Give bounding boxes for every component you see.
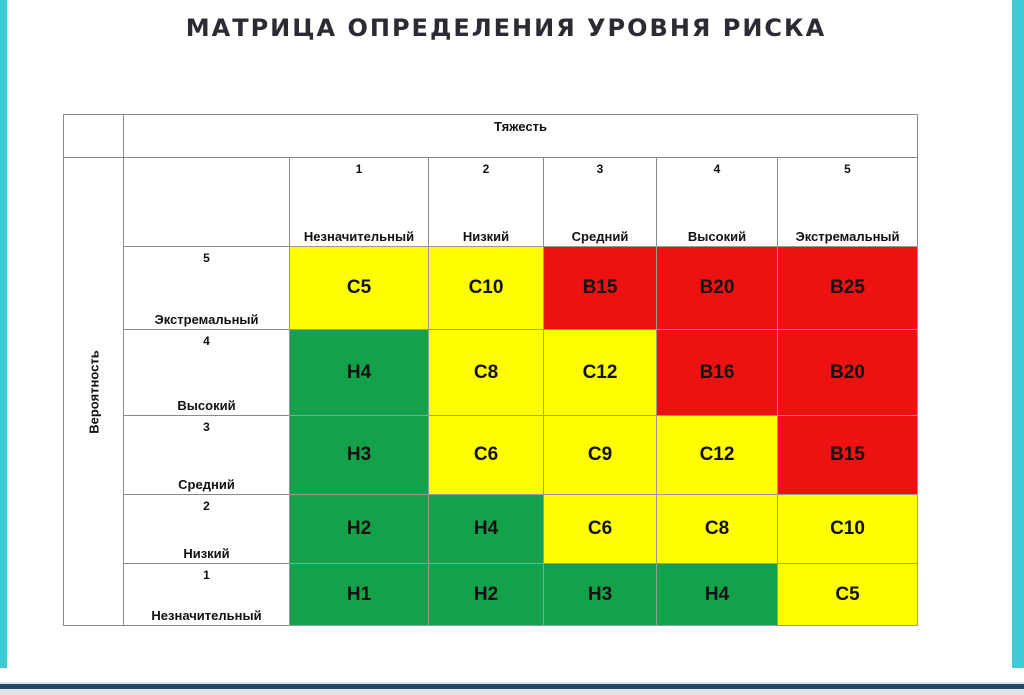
risk-cell: Н1: [289, 563, 429, 626]
severity-level-3: [543, 157, 657, 247]
risk-cell: В20: [656, 246, 778, 330]
risk-cell: В16: [656, 329, 778, 416]
severity-level-2: [428, 157, 544, 247]
risk-cell: С10: [428, 246, 544, 330]
risk-cell: С5: [289, 246, 429, 330]
risk-cell: Н4: [289, 329, 429, 416]
probability-level-3: [123, 415, 290, 495]
severity-level-5: [777, 157, 918, 247]
page-title: МАТРИЦА ОПРЕДЕЛЕНИЯ УРОВНЯ РИСКА: [185, 14, 827, 42]
severity-level-name: Экстремальный: [795, 229, 900, 244]
severity-header: Тяжесть: [123, 114, 918, 158]
severity-level-name: Низкий: [462, 229, 510, 244]
probability-header-label: Вероятность: [86, 349, 101, 434]
risk-cell: Н4: [428, 494, 544, 564]
risk-cell: С9: [543, 415, 657, 495]
probability-level-name: Высокий: [177, 398, 236, 413]
severity-level-name: Средний: [571, 229, 629, 244]
severity-level-4: [656, 157, 778, 247]
risk-cell: В20: [777, 329, 918, 416]
severity-level-number: 3: [596, 162, 604, 176]
risk-cell: С5: [777, 563, 918, 626]
risk-cell: С6: [428, 415, 544, 495]
probability-level-name: Незначительный: [151, 608, 262, 623]
probability-level-number: 5: [203, 251, 210, 265]
probability-level-number: 3: [203, 420, 210, 434]
severity-level-number: 2: [482, 162, 490, 176]
probability-level-number: 1: [203, 568, 210, 582]
severity-level-number: 5: [844, 162, 851, 176]
severity-level-name: Высокий: [687, 229, 747, 244]
probability-level-name: Низкий: [183, 546, 230, 561]
probability-level-number: 4: [203, 334, 210, 348]
probability-level-number: 2: [203, 499, 210, 513]
corner-cell: [63, 114, 124, 158]
risk-cell: С12: [656, 415, 778, 495]
risk-cell: Н2: [289, 494, 429, 564]
severity-level-1: [289, 157, 429, 247]
risk-cell: В15: [777, 415, 918, 495]
probability-level-5: [123, 246, 290, 330]
risk-cell: В15: [543, 246, 657, 330]
probability-level-name: Экстремальный: [154, 312, 259, 327]
risk-cell: С6: [543, 494, 657, 564]
risk-cell: С8: [656, 494, 778, 564]
severity-level-name: Незначительный: [303, 229, 415, 244]
probability-header: [63, 157, 124, 626]
severity-level-number: 1: [355, 162, 363, 176]
header-blank-cell: [123, 157, 290, 247]
probability-level-1: [123, 563, 290, 626]
probability-level-name: Средний: [178, 477, 235, 492]
probability-level-4: [123, 329, 290, 416]
risk-cell: С12: [543, 329, 657, 416]
risk-cell: Н3: [289, 415, 429, 495]
probability-level-2: [123, 494, 290, 564]
risk-cell: Н3: [543, 563, 657, 626]
risk-cell: С8: [428, 329, 544, 416]
risk-cell: С10: [777, 494, 918, 564]
risk-cell: В25: [777, 246, 918, 330]
risk-cell: Н2: [428, 563, 544, 626]
severity-level-number: 4: [713, 162, 721, 176]
risk-cell: Н4: [656, 563, 778, 626]
